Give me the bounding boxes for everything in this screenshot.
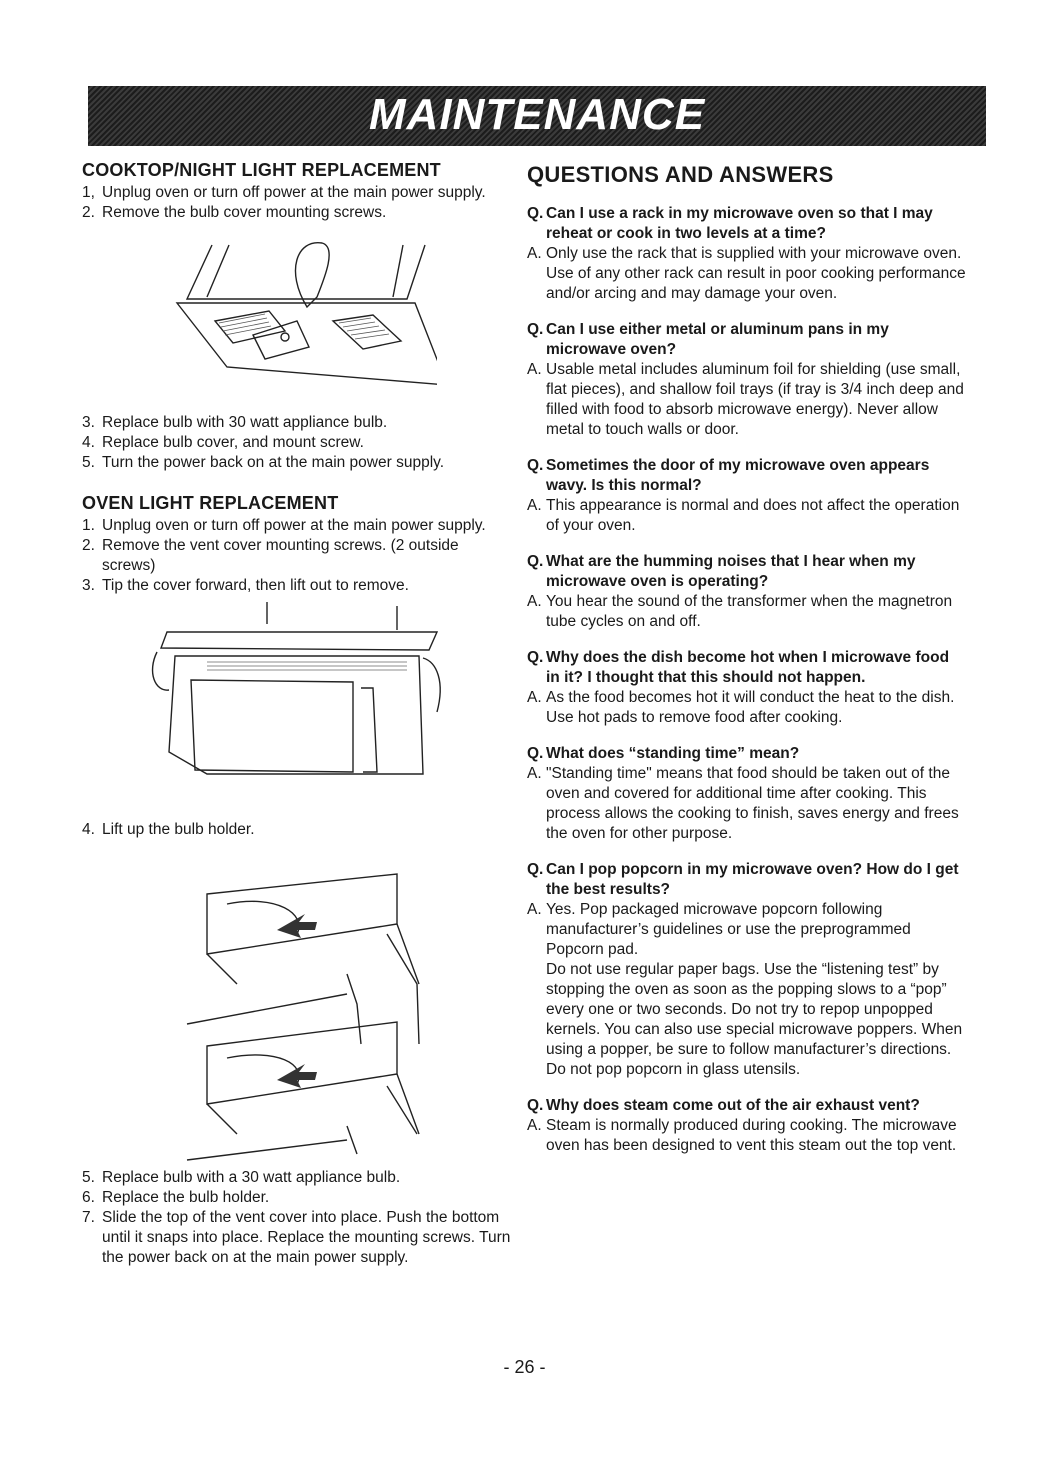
step-number: 1. bbox=[82, 517, 95, 534]
question bbox=[527, 320, 967, 360]
answer-body bbox=[546, 688, 967, 728]
answer-paragraph: Yes. Pop packaged microwave popcorn following manufacturer’s guidelines or use the preprogrammed Popcorn pad. bbox=[546, 901, 911, 958]
step-item bbox=[82, 820, 512, 840]
page-number: - 26 - bbox=[503, 1357, 546, 1377]
answer-prefix: A. bbox=[527, 245, 542, 262]
step-number: 3. bbox=[82, 577, 95, 594]
step-number: 3. bbox=[82, 414, 95, 431]
step-number: 5. bbox=[82, 454, 95, 471]
qa-item bbox=[527, 204, 967, 304]
question bbox=[527, 860, 967, 900]
answer-paragraph: Usable metal includes aluminum foil for shielding (use small, flat pieces), and shallow foil trays (if tray is 3/4 inch deep and filled with food to absorb microwave energy). Never allow metal to touch walls or door. bbox=[546, 361, 964, 438]
answer-body bbox=[546, 244, 967, 304]
question-text: Sometimes the door of my microwave oven appears wavy. Is this normal? bbox=[546, 457, 930, 494]
oven-light-heading: OVEN LIGHT REPLACEMENT bbox=[82, 493, 339, 513]
step-text: Replace bulb cover, and mount screw. bbox=[102, 434, 364, 451]
step-text: Turn the power back on at the main power supply. bbox=[102, 454, 445, 471]
qa-item bbox=[527, 744, 967, 844]
step-item bbox=[82, 536, 512, 576]
question bbox=[527, 744, 967, 764]
question-prefix: Q. bbox=[527, 205, 544, 222]
answer-body bbox=[546, 900, 967, 1080]
answer-prefix: A. bbox=[527, 765, 542, 782]
question-text: What does “standing time” mean? bbox=[546, 745, 800, 762]
answer bbox=[527, 360, 967, 440]
question bbox=[527, 1096, 967, 1116]
step-item bbox=[82, 1188, 512, 1208]
question bbox=[527, 456, 967, 496]
question-text: What are the humming noises that I hear when my microwave oven is operating? bbox=[546, 553, 916, 590]
answer bbox=[527, 1116, 967, 1156]
step-item bbox=[82, 413, 512, 433]
step-text: Slide the top of the vent cover into place. Push the bottom until it snaps into place. Replace the mounting screws. Turn the power back on at the main power supply. bbox=[102, 1209, 511, 1266]
step-item bbox=[82, 433, 512, 453]
question-prefix: Q. bbox=[527, 649, 544, 666]
answer bbox=[527, 244, 967, 304]
answer-paragraph: "Standing time" means that food should be taken out of the oven and covered for additional time after cooking. This process allows the cooking to finish, saves energy and frees the oven for other purpose. bbox=[546, 765, 959, 842]
qa-item bbox=[527, 648, 967, 728]
step-text: Unplug oven or turn off power at the main power supply. bbox=[102, 517, 486, 534]
answer bbox=[527, 688, 967, 728]
step-number: 2. bbox=[82, 537, 95, 554]
step-number: 7. bbox=[82, 1209, 95, 1226]
answer-prefix: A. bbox=[527, 689, 542, 706]
step-item bbox=[82, 203, 512, 223]
answer bbox=[527, 592, 967, 632]
answer-prefix: A. bbox=[527, 901, 542, 918]
step-text: Replace the bulb holder. bbox=[102, 1189, 270, 1206]
question-text: Why does steam come out of the air exhaust vent? bbox=[546, 1097, 920, 1114]
answer-paragraph: This appearance is normal and does not affect the operation of your oven. bbox=[546, 497, 960, 534]
step-number: 2. bbox=[82, 204, 95, 221]
answer bbox=[527, 764, 967, 844]
step-text: Replace bulb with 30 watt appliance bulb. bbox=[102, 414, 388, 431]
qa-list bbox=[527, 204, 967, 1156]
answer-paragraph: Do not use regular paper bags. Use the “listening test” by stopping the oven as soon as the popping slows to a “pop” every one or two seconds. Do not try to repop unpopped kernels. You can also use special microwave poppers. When using a popper, be sure to follow manufacturer’s directions. Do not pop popcorn in glass utensils. bbox=[546, 961, 963, 1078]
answer-prefix: A. bbox=[527, 1117, 542, 1134]
step-number: 4. bbox=[82, 821, 95, 838]
question bbox=[527, 552, 967, 592]
step-item bbox=[82, 453, 512, 473]
qa-item bbox=[527, 1096, 967, 1156]
banner-title: MAINTENANCE bbox=[368, 90, 706, 139]
step-number: 1, bbox=[82, 184, 95, 201]
answer-paragraph: Steam is normally produced during cooking. The microwave oven has been designed to vent this steam out the top vent. bbox=[546, 1117, 957, 1154]
step-item bbox=[82, 576, 512, 596]
question-prefix: Q. bbox=[527, 1097, 544, 1114]
bulb-holder-illustration bbox=[147, 864, 447, 1164]
answer bbox=[527, 496, 967, 536]
step-text: Tip the cover forward, then lift out to remove. bbox=[102, 577, 409, 594]
cooktop-heading: COOKTOP/NIGHT LIGHT REPLACEMENT bbox=[82, 160, 441, 180]
maintenance-banner bbox=[88, 86, 986, 146]
oven-steps-second bbox=[82, 820, 512, 840]
step-item bbox=[82, 1168, 512, 1188]
right-column bbox=[527, 162, 967, 1172]
question-prefix: Q. bbox=[527, 457, 544, 474]
qa-heading: QUESTIONS AND ANSWERS bbox=[527, 162, 834, 187]
answer-body bbox=[546, 496, 967, 536]
oven-steps-third bbox=[82, 1168, 512, 1268]
step-number: 5. bbox=[82, 1169, 95, 1186]
answer bbox=[527, 900, 967, 1080]
bulb-cover-illustration bbox=[157, 237, 437, 397]
qa-item bbox=[527, 860, 967, 1080]
question-prefix: Q. bbox=[527, 553, 544, 570]
cooktop-steps-second bbox=[82, 413, 512, 473]
question-prefix: Q. bbox=[527, 321, 544, 338]
answer-paragraph: You hear the sound of the transformer when the magnetron tube cycles on and off. bbox=[546, 593, 953, 630]
answer-paragraph: As the food becomes hot it will conduct the heat to the dish. Use hot pads to remove food after cooking. bbox=[546, 689, 955, 726]
qa-item bbox=[527, 456, 967, 536]
step-item bbox=[82, 1208, 512, 1268]
qa-item bbox=[527, 320, 967, 440]
vent-cover-illustration bbox=[147, 602, 447, 802]
answer-prefix: A. bbox=[527, 497, 542, 514]
answer-body bbox=[546, 764, 967, 844]
step-number: 6. bbox=[82, 1189, 95, 1206]
answer-body bbox=[546, 360, 967, 440]
question-text: Can I use a rack in my microwave oven so that I may reheat or cook in two levels at a time? bbox=[546, 205, 933, 242]
step-item bbox=[82, 183, 512, 203]
step-text: Replace bulb with a 30 watt appliance bulb. bbox=[102, 1169, 401, 1186]
answer-paragraph: Only use the rack that is supplied with your microwave oven. Use of any other rack can result in poor cooking performance and/or arcing and may damage your oven. bbox=[546, 245, 966, 302]
answer-body bbox=[546, 592, 967, 632]
left-column bbox=[82, 160, 512, 1268]
question-text: Can I pop popcorn in my microwave oven? How do I get the best results? bbox=[546, 861, 959, 898]
cooktop-steps-first bbox=[82, 183, 512, 223]
question bbox=[527, 204, 967, 244]
step-number: 4. bbox=[82, 434, 95, 451]
question-text: Can I use either metal or aluminum pans in my microwave oven? bbox=[546, 321, 889, 358]
question-prefix: Q. bbox=[527, 861, 544, 878]
step-item bbox=[82, 516, 512, 536]
question-prefix: Q. bbox=[527, 745, 544, 762]
oven-steps-first bbox=[82, 516, 512, 596]
qa-item bbox=[527, 552, 967, 632]
answer-prefix: A. bbox=[527, 593, 542, 610]
question-text: Why does the dish become hot when I microwave food in it? I thought that this should not happen. bbox=[546, 649, 950, 686]
step-text: Lift up the bulb holder. bbox=[102, 821, 255, 838]
step-text: Remove the vent cover mounting screws. (2 outside screws) bbox=[102, 537, 459, 574]
step-text: Unplug oven or turn off power at the main power supply. bbox=[102, 184, 486, 201]
answer-prefix: A. bbox=[527, 361, 542, 378]
step-text: Remove the bulb cover mounting screws. bbox=[102, 204, 387, 221]
answer-body bbox=[546, 1116, 967, 1156]
question bbox=[527, 648, 967, 688]
